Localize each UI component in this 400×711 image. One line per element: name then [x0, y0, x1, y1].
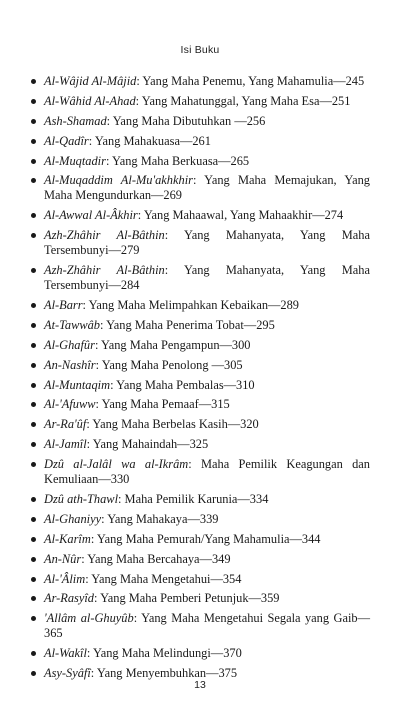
asma-name: Ash-Shamad [44, 113, 107, 128]
asma-name: Al-Qadîr [44, 133, 89, 148]
asma-name: Al-Muqtadir [44, 153, 106, 168]
entry-description: : Yang Mahanyata, Yang Maha Tersembunyi—279 [44, 228, 370, 258]
entry-description: : Yang Mahanyata, Yang Maha Tersembunyi—284 [44, 263, 370, 293]
toc-entry [30, 263, 370, 293]
toc-entry [30, 437, 370, 452]
entry-description: : Maha Pemilik Karunia—334 [118, 492, 269, 507]
table-of-contents-list [30, 74, 370, 686]
asma-name: Al-Karîm [44, 531, 91, 546]
asma-name: Al-Muntaqim [44, 377, 111, 392]
asma-name: Al-Barr [44, 298, 83, 313]
asma-name: Dzû ath-Thawl [44, 492, 119, 507]
entry-description: : Yang Maha Penemu, Yang Mahamulia—245 [136, 74, 365, 88]
toc-entry [30, 397, 370, 412]
asma-name: Al-Wâjid Al-Mâjid [44, 74, 137, 88]
entry-description: : Yang Maha Pengampun—300 [94, 337, 251, 352]
toc-entry [30, 358, 370, 373]
entry-description: : Yang Maha Mengetahui Segala yang Gaib—365 [44, 611, 370, 641]
toc-entry [30, 457, 370, 487]
toc-entry [30, 74, 370, 89]
asma-name: Dzû al-Jalâl wa al-Ikrâm [44, 457, 189, 472]
page-number: 13 [194, 679, 206, 691]
asma-name: Al-'Afuww [44, 397, 96, 412]
toc-entry [30, 134, 370, 149]
toc-entry [30, 173, 370, 203]
entry-description: : Yang Maha Penerima Tobat—295 [100, 317, 275, 332]
running-header: Isi Buku [180, 44, 220, 56]
entry-description: : Yang Maha Bercahaya—349 [81, 551, 231, 566]
entry-description: : Yang Maha Pemaaf—315 [95, 397, 230, 412]
toc-entry [30, 552, 370, 567]
entry-description: : Maha Pemilik Keagungan dan Kemuliaan—330 [44, 457, 370, 487]
asma-name: Al-Ghafûr [44, 337, 95, 352]
asma-name: Al-Ghaniyy [44, 511, 102, 526]
asma-name: Azh-Zhâhir Al-Bâthin [44, 263, 165, 278]
asma-name: 'Allâm al-Ghuyûb [44, 611, 134, 626]
entry-description: : Yang Maha Berkuasa—265 [105, 153, 250, 168]
toc-entry [30, 298, 370, 313]
toc-entry [30, 154, 370, 169]
entry-description: : Yang Maha Penolong —305 [95, 357, 243, 372]
asma-name: Ar-Rasyîd [44, 591, 94, 606]
entry-description: : Yang Maha Memajukan, Yang Maha Mengundurkan—269 [44, 173, 370, 203]
toc-entry [30, 417, 370, 432]
toc-entry [30, 611, 370, 641]
asma-name: Ar-Ra'ûf [44, 417, 87, 432]
asma-name: An-Nûr [44, 551, 82, 566]
asma-name: Al-Wakîl [44, 646, 87, 661]
entry-description: : Yang Menyembuhkan—375 [90, 666, 238, 681]
asma-name: Al-Muqaddim Al-Mu'akhkhir [44, 173, 193, 188]
entry-description: : Yang Maha Melimpahkan Kebaikan—289 [82, 298, 300, 313]
entry-description: : Yang Mahaawal, Yang Mahaakhir—274 [137, 208, 344, 223]
asma-name: An-Nashîr [44, 357, 96, 372]
entry-description: : Yang Maha Pemberi Petunjuk—359 [94, 591, 280, 606]
entry-description: : Yang Maha Melindungi—370 [86, 646, 242, 661]
asma-name: Azh-Zhâhir Al-Bâthin [44, 228, 165, 243]
asma-name: Al-'Âlim [44, 571, 86, 586]
toc-entry [30, 228, 370, 258]
entry-description: : Yang Maha Mengetahui—354 [85, 571, 242, 586]
entry-description: : Yang Mahatunggal, Yang Maha Esa—251 [135, 93, 351, 108]
asma-name: At-Tawwâb [44, 317, 101, 332]
toc-entry [30, 572, 370, 587]
toc-entry [30, 378, 370, 393]
entry-description: : Yang Maha Berbelas Kasih—320 [86, 417, 259, 432]
toc-entry [30, 646, 370, 661]
toc-entry [30, 532, 370, 547]
entry-description: : Yang Mahakaya—339 [101, 511, 219, 526]
entry-description: : Yang Maha Dibutuhkan —256 [106, 113, 266, 128]
entry-description: : Yang Mahaindah—325 [86, 437, 209, 452]
entry-description: : Yang Maha Pemurah/Yang Mahamulia—344 [90, 531, 321, 546]
asma-name: Al-Wâhid Al-Ahad [44, 93, 136, 108]
asma-name: Asy-Syâfî [44, 666, 91, 681]
toc-entry [30, 338, 370, 353]
toc-entry [30, 318, 370, 333]
toc-entry [30, 512, 370, 527]
toc-entry [30, 591, 370, 606]
asma-name: Al-Awwal Al-Âkhir [44, 208, 138, 223]
toc-entry [30, 208, 370, 223]
toc-entry [30, 114, 370, 129]
toc-entry [30, 492, 370, 507]
asma-name: Al-Jamîl [44, 437, 87, 452]
toc-entry [30, 94, 370, 109]
entry-description: : Yang Mahakuasa—261 [88, 133, 211, 148]
entry-description: : Yang Maha Pembalas—310 [110, 377, 255, 392]
